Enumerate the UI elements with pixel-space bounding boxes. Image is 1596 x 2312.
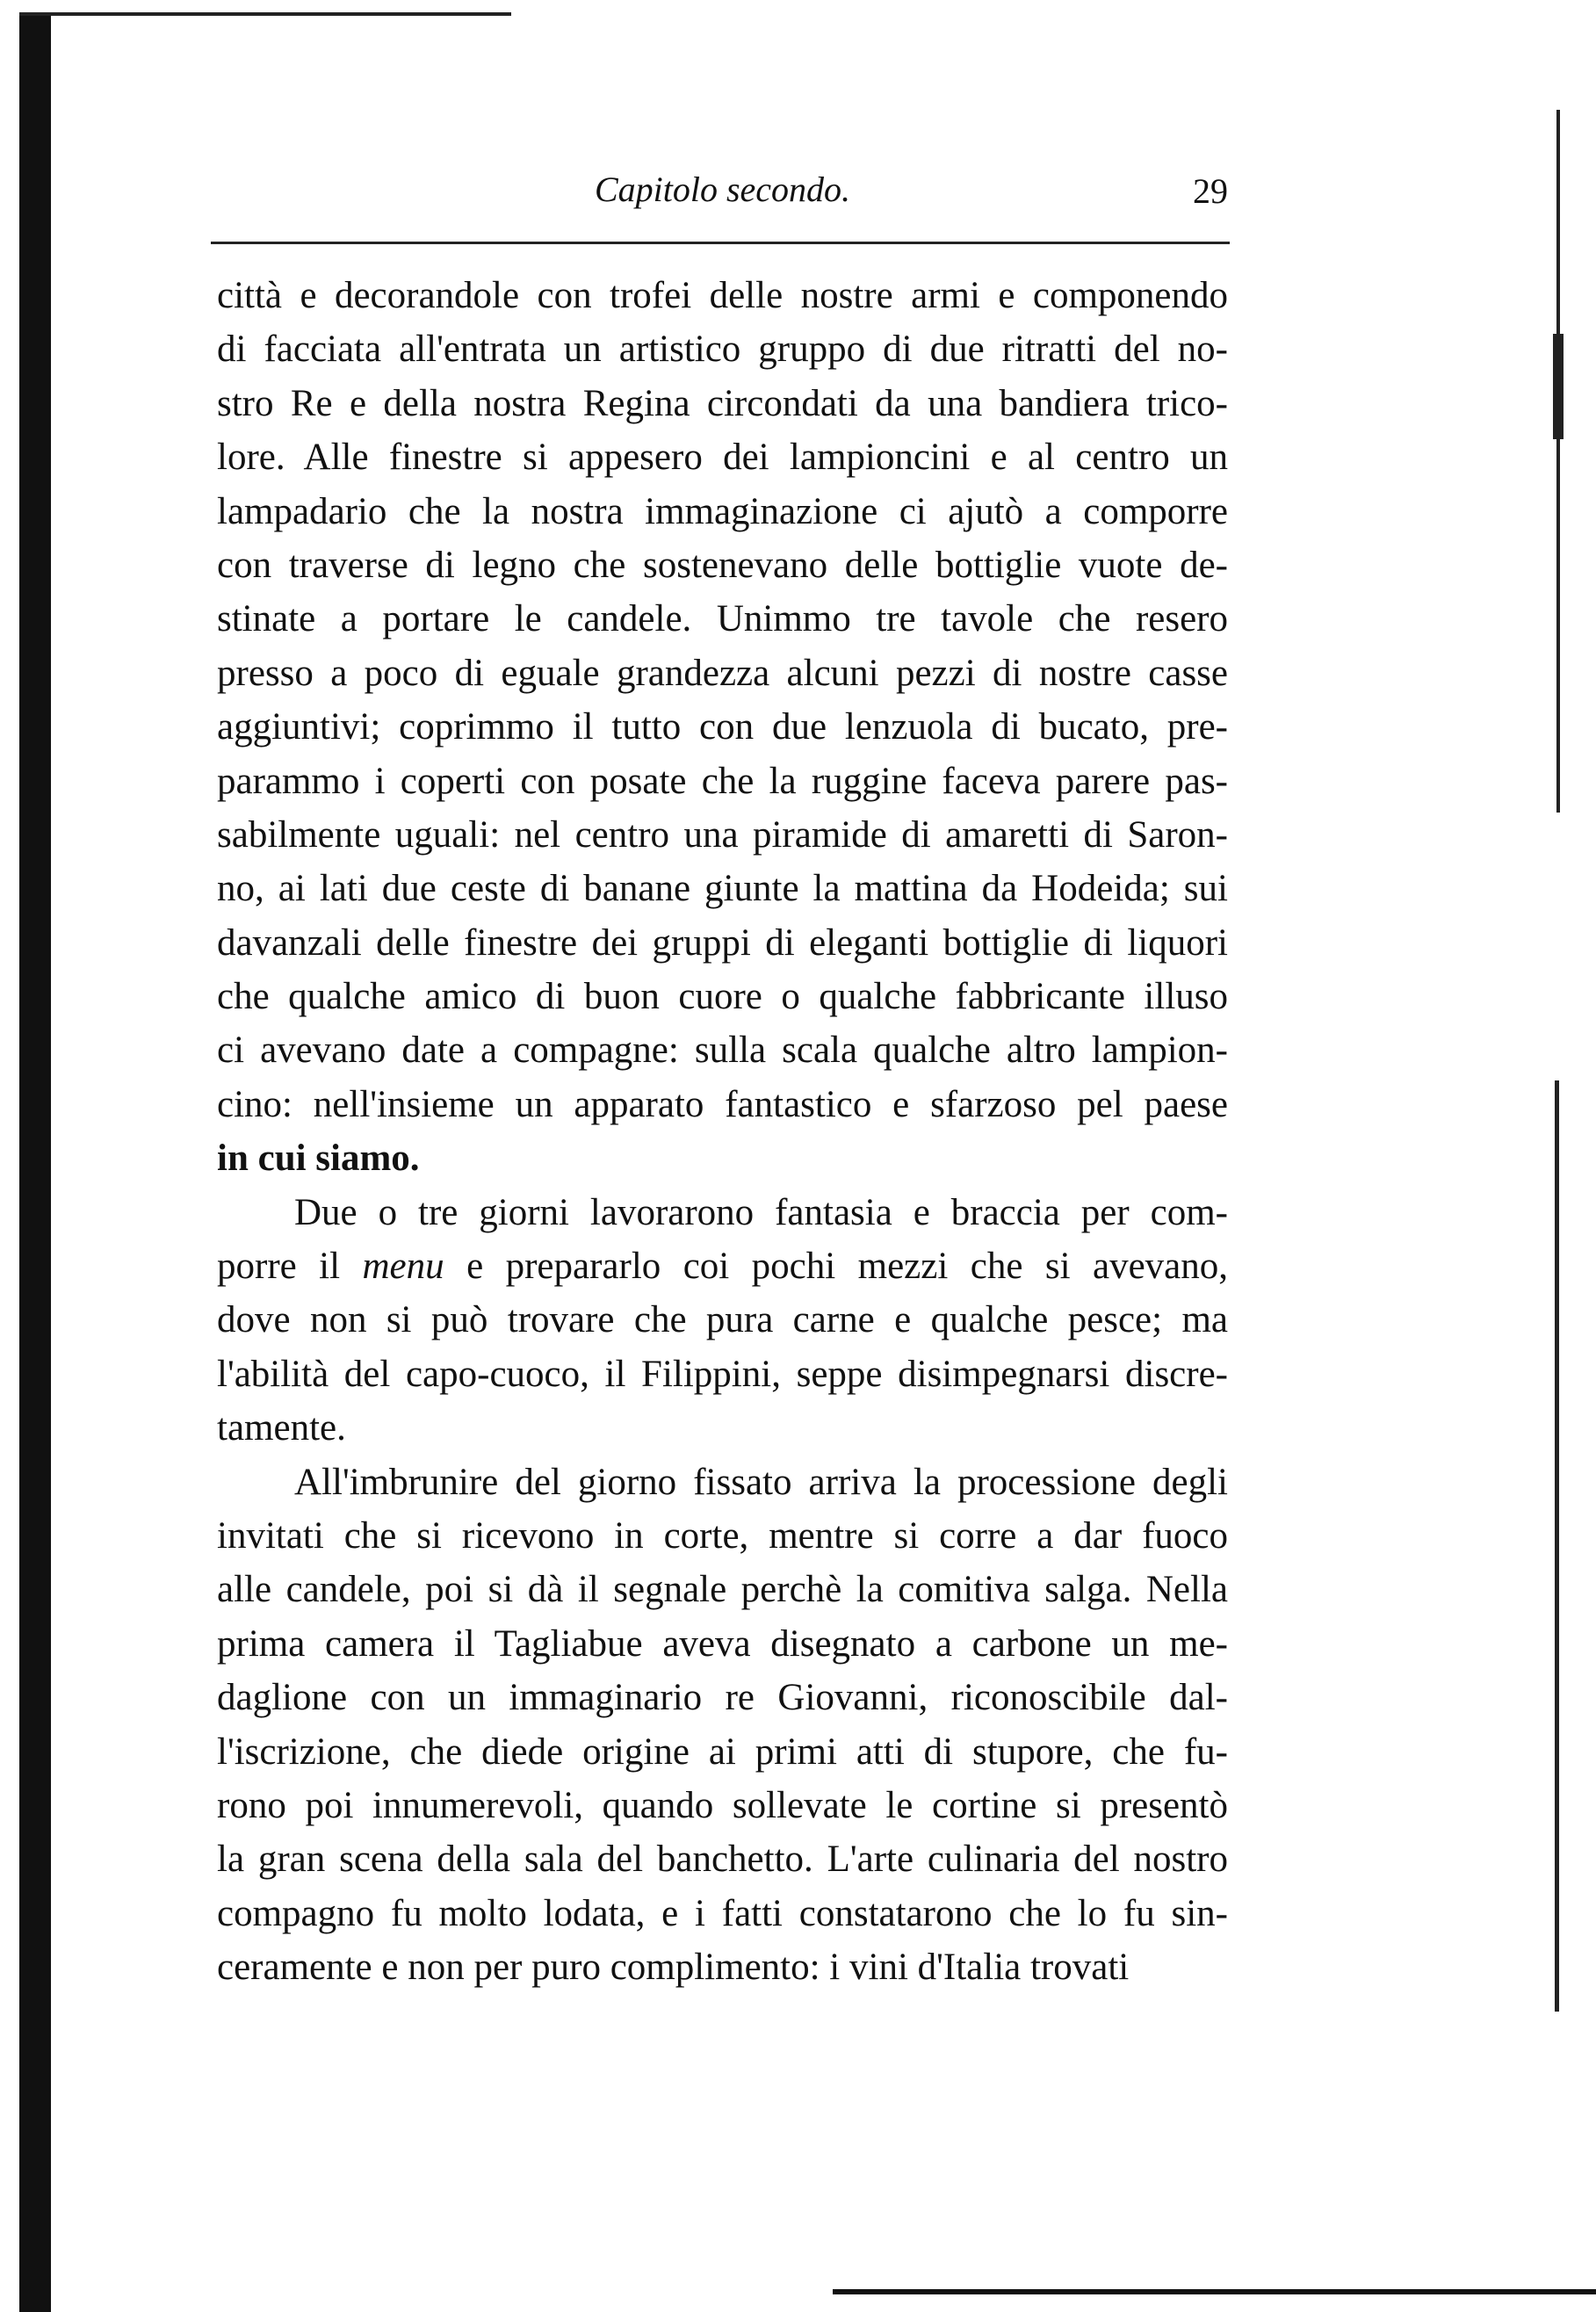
- running-head: [217, 169, 1228, 221]
- page-right-edge-lower: [1555, 1080, 1559, 2012]
- page-bottom-edge: [833, 2289, 1596, 2294]
- text-line: dove non si può trovare che pura carne e qualche pesce; ma: [217, 1299, 1228, 1341]
- text-line: la gran scena della sala del banchetto. L'arte culinaria del nostro: [217, 1839, 1228, 1881]
- text-line: l'abilità del capo-cuoco, il Filippini, seppe disimpegnarsi discre-: [217, 1353, 1228, 1395]
- body-text: [217, 269, 1228, 1995]
- text-line: parammo i coperti con posate che la ruggine faceva parere pas-: [217, 760, 1228, 802]
- text-line: no, ai lati due ceste di banane giunte la mattina da Hodeida; sui: [217, 868, 1228, 910]
- text-line: che qualche amico di buon cuore o qualche fabbricante illuso: [217, 976, 1228, 1018]
- text-line: lampadario che la nostra immaginazione ci ajutò a comporre: [217, 490, 1228, 532]
- text-line: ceramente e non per puro complimento: i vini d'Italia trovati: [217, 1947, 1130, 1989]
- text-line: città e decorandole con trofei delle nostre armi e componendo: [217, 275, 1228, 316]
- text-line: con traverse di legno che sostenevano delle bottiglie vuote de-: [217, 544, 1228, 586]
- page-right-edge-mark: [1553, 334, 1564, 439]
- text-line: sabilmente uguali: nel centro una piramide di amaretti di Saron-: [217, 813, 1228, 856]
- italic-word: menu: [362, 1246, 444, 1288]
- text-line: daglione con un immaginario re Giovanni, riconoscibile dal-: [217, 1677, 1228, 1719]
- text-line: Due o tre giorni lavorarono fantasia e braccia per com-: [294, 1191, 1228, 1233]
- page-right-edge: [1556, 110, 1560, 813]
- text-line: invitati che si ricevono in corte, mentre si corre a dar fuoco: [217, 1514, 1228, 1557]
- text-line: ci avevano date a compagne: sulla scala qualche altro lampion-: [217, 1030, 1228, 1072]
- text-line: presso a poco di eguale grandezza alcuni pezzi di nostre casse: [217, 652, 1228, 694]
- text-line: l'iscrizione, che diede origine ai primi atti di stupore, che fu-: [217, 1730, 1228, 1773]
- text-line: di facciata all'entrata un artistico gruppo di due ritratti del no-: [217, 329, 1228, 371]
- text-line: aggiuntivi; coprimmo il tutto con due lenzuola di bucato, pre-: [217, 706, 1228, 748]
- text-line: compagno fu molto lodata, e i fatti constatarono che lo fu sin-: [217, 1892, 1228, 1934]
- book-binding-shadow: [19, 16, 51, 2312]
- chapter-title: Capitolo secondo.: [594, 170, 851, 209]
- text-line: rono poi innumerevoli, quando sollevate le cortine si presentò: [217, 1784, 1228, 1826]
- text-line: stro Re e della nostra Regina circondati da una bandiera trico-: [217, 382, 1228, 424]
- text-line: lore. Alle finestre si appesero dei lampioncini e al centro un: [217, 437, 1228, 479]
- header-rule: [211, 242, 1230, 244]
- page-top-edge: [19, 12, 511, 16]
- text-line: All'imbrunire del giorno fissato arriva la processione degli: [294, 1461, 1228, 1503]
- text-line: tamente.: [217, 1407, 346, 1449]
- text-line: stinate a portare le candele. Unimmo tre tavole che resero: [217, 598, 1228, 640]
- page-number: 29: [1193, 171, 1228, 211]
- text-line: in cui siamo.: [217, 1138, 420, 1180]
- text-line: prima camera il Tagliabue aveva disegnato a carbone un me-: [217, 1622, 1228, 1665]
- text-line: porre il menu e prepararlo coi pochi mezzi che si avevano,: [217, 1246, 1228, 1288]
- text-line: cino: nell'insieme un apparato fantastico e sfarzoso pel paese: [217, 1083, 1228, 1125]
- text-line: davanzali delle finestre dei gruppi di eleganti bottiglie di liquori: [217, 921, 1228, 964]
- text-line: alle candele, poi si dà il segnale perchè la comitiva salga. Nella: [217, 1569, 1228, 1611]
